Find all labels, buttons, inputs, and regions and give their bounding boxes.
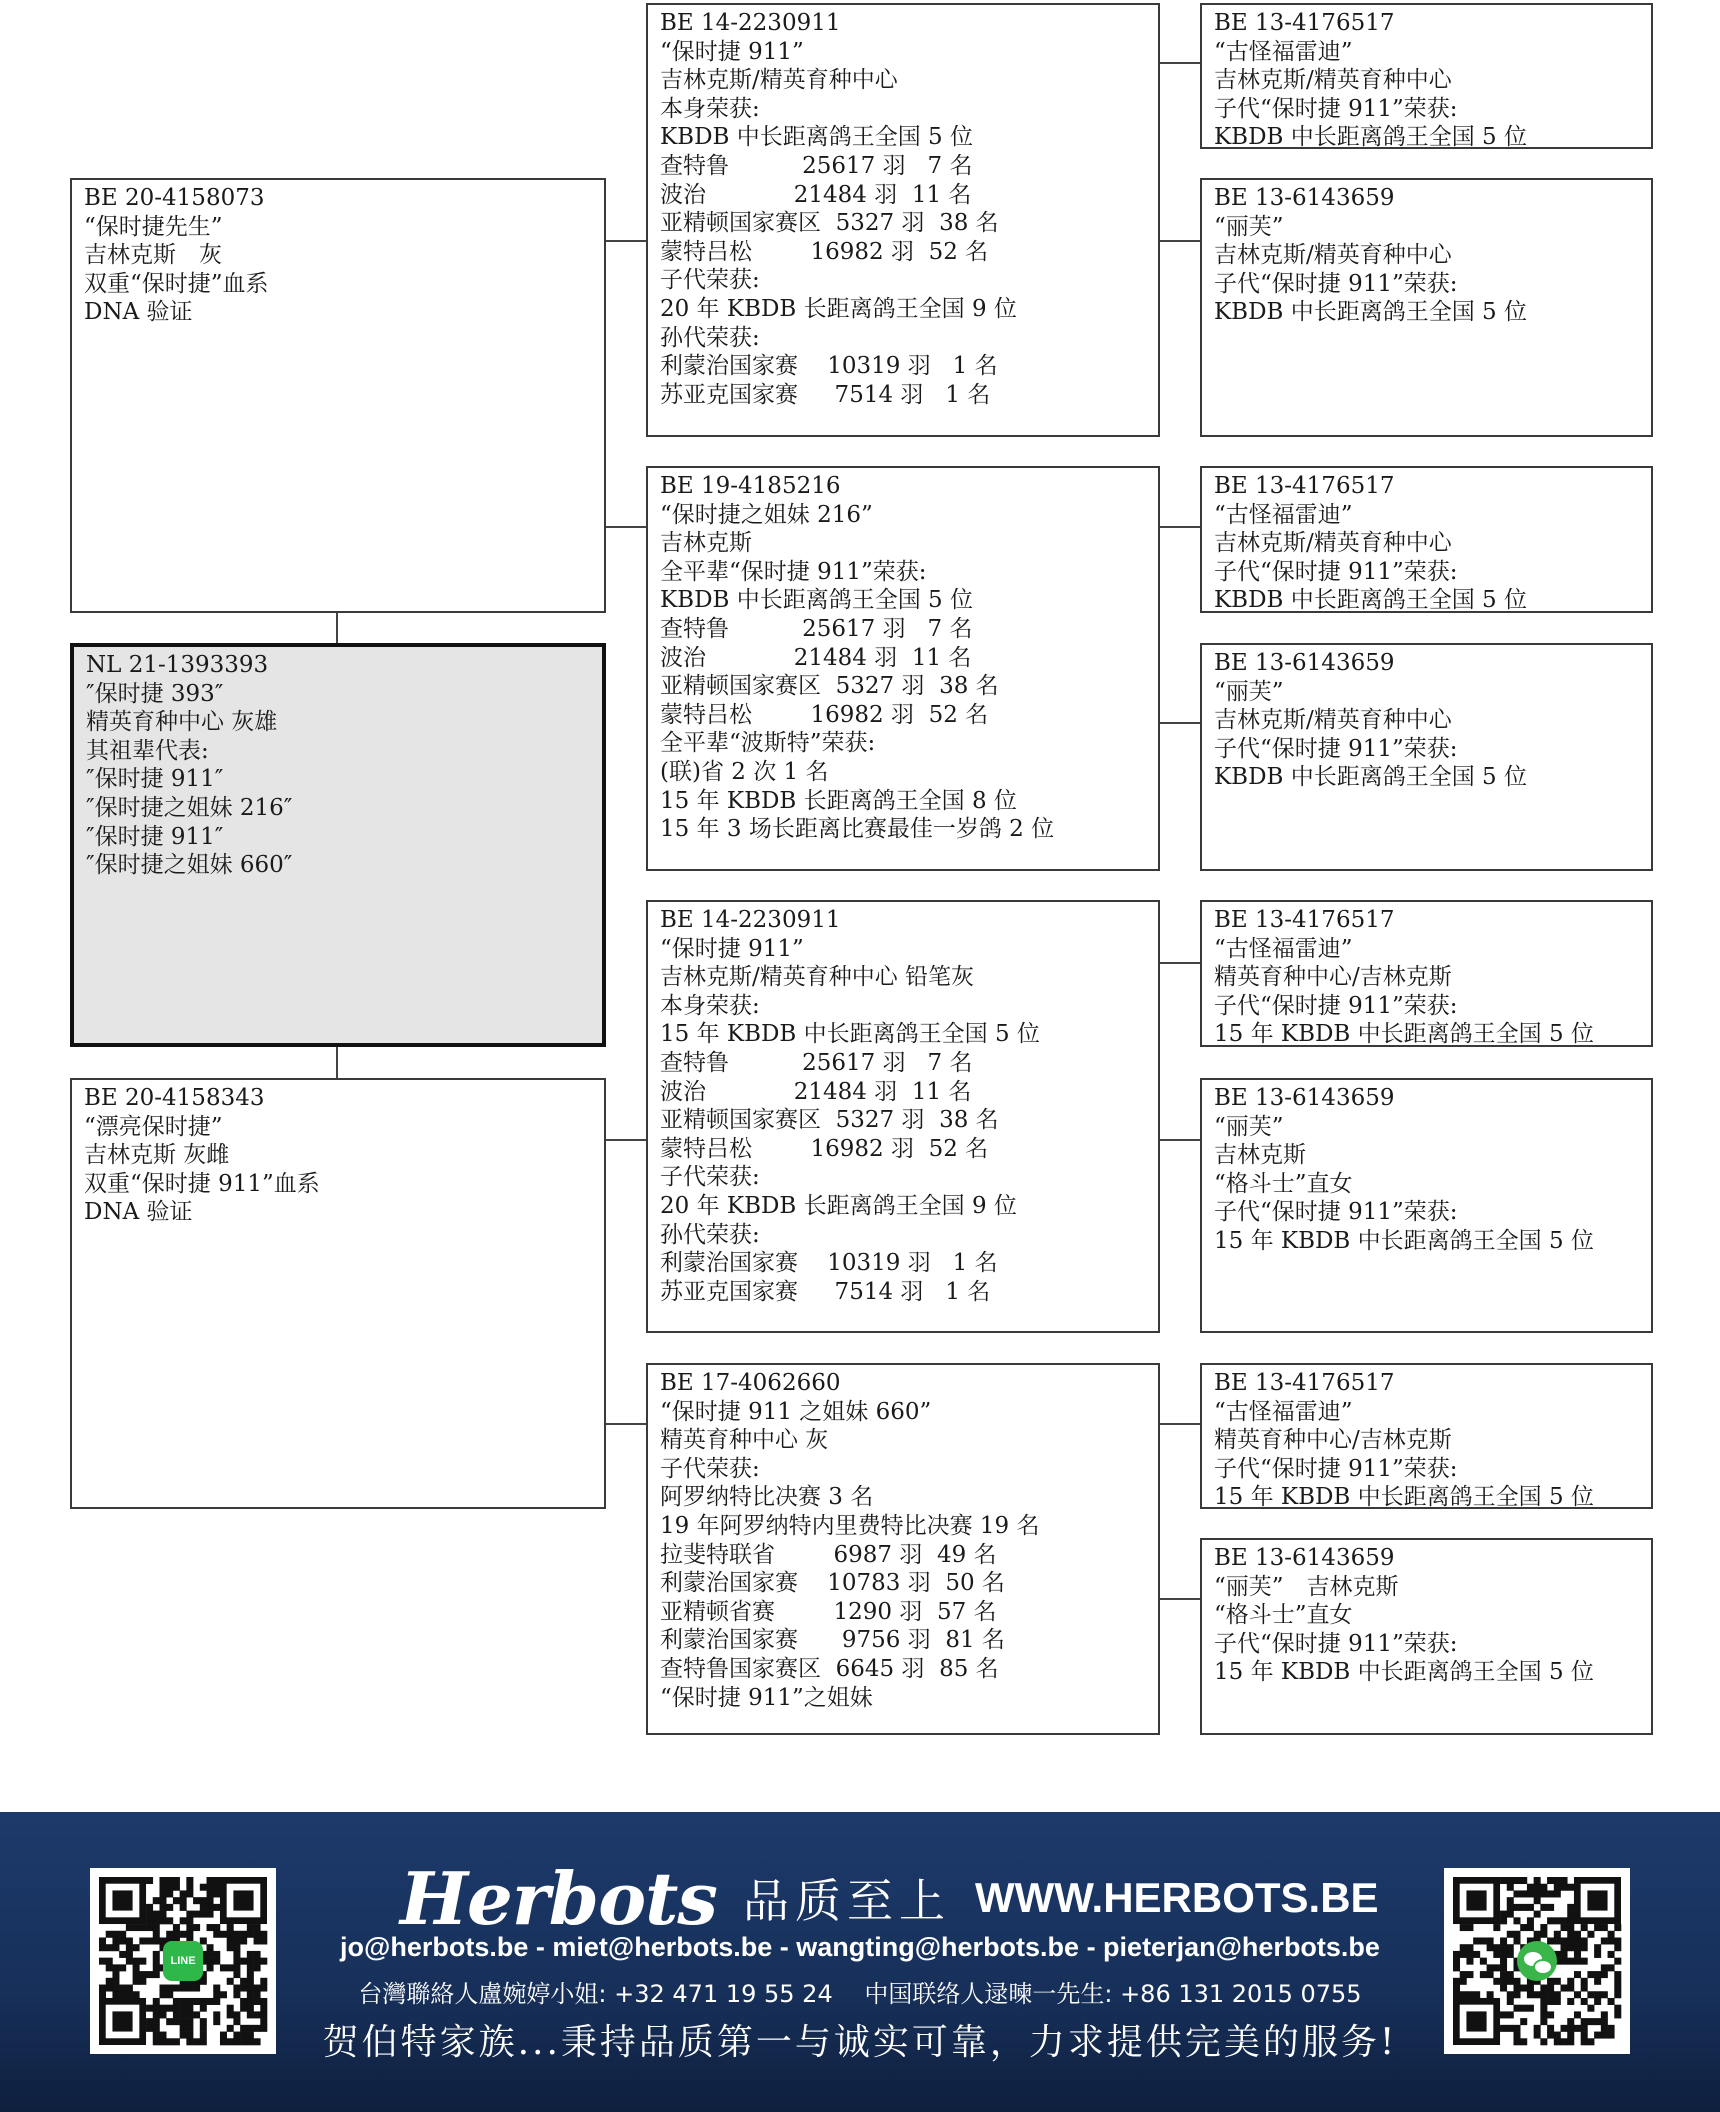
pedigree-line: ″保时捷 911″ [86, 823, 224, 850]
ring-number: BE 20-4158343 [84, 1085, 265, 1111]
pedigree-line: 利蒙治国家赛 10319 羽 1 名 [660, 353, 998, 380]
sire-box [70, 178, 606, 613]
pedigree-line: 查特鲁 25617 羽 7 名 [660, 615, 973, 642]
ring-number: BE 13-6143659 [1214, 185, 1395, 211]
pedigree-line: 蒙特吕松 16982 羽 52 名 [660, 238, 989, 265]
pedigree-line: 查特鲁 25617 羽 7 名 [660, 152, 973, 179]
pedigree-line: 波治 21484 羽 11 名 [660, 181, 972, 208]
pedigree-line: KBDB 中长距离鸽王全国 5 位 [1214, 764, 1527, 791]
connector [605, 526, 647, 528]
pedigree-line: KBDB 中长距离鸽王全国 5 位 [660, 587, 973, 614]
pedigree-line: 孙代荣获: [660, 1221, 760, 1248]
pedigree-line: 子代“保时捷 911”荣获: [1214, 270, 1458, 297]
pedigree-line: 15 年 KBDB 中长距离鸽王全国 5 位 [1214, 1484, 1594, 1511]
pedigree-line: “丽芙” [1214, 678, 1284, 705]
pedigree-line: 蒙特吕松 16982 羽 52 名 [660, 1135, 989, 1162]
pedigree-line: 精英育种中心/吉林克斯 [1214, 1427, 1452, 1454]
ring-number: BE 14-2230911 [660, 10, 841, 36]
dam-sire-box [646, 900, 1160, 1333]
pedigree-line: 子代荣获: [660, 267, 760, 294]
ring-number: BE 13-6143659 [1214, 1085, 1395, 1111]
pedigree-line: “格斗士”直女 [1214, 1170, 1353, 1197]
pedigree-line: KBDB 中长距离鸽王全国 5 位 [1214, 124, 1527, 151]
pedigree-line: 吉林克斯/精英育种中心 铅笔灰 [660, 964, 975, 991]
pedigree-line: 本身荣获: [660, 95, 760, 122]
connector [1159, 1423, 1201, 1425]
pedigree-line: 19 年阿罗纳特内里费特比决赛 19 名 [660, 1512, 1040, 1539]
great-grandparent-box-2 [1200, 178, 1653, 437]
pedigree-line: 亚精顿国家赛区 5327 羽 38 名 [660, 210, 999, 237]
connector [336, 613, 338, 643]
pedigree-line: 15 年 3 场长距离比赛最佳一岁鸽 2 位 [660, 816, 1055, 843]
pedigree-line: 波治 21484 羽 11 名 [660, 1078, 972, 1105]
line-icon: LINE [163, 1941, 203, 1981]
connector [1159, 62, 1201, 64]
connector [1159, 526, 1201, 528]
pedigree-line: “古怪福雷迪” [1214, 1398, 1353, 1425]
pedigree-line: 波治 21484 羽 11 名 [660, 644, 972, 671]
pedigree-line: 苏亚克国家赛 7514 羽 1 名 [660, 1278, 991, 1305]
pedigree-line: “保时捷先生” [84, 213, 223, 240]
pedigree-line: “丽芙” [1214, 213, 1284, 240]
connector [1159, 1598, 1201, 1600]
pedigree-line: 全平辈“保时捷 911”荣获: [660, 558, 927, 585]
pedigree-line: DNA 验证 [84, 299, 193, 326]
pedigree-line: 全平辈“波斯特”荣获: [660, 730, 876, 757]
connector [1159, 1139, 1201, 1141]
pedigree-line: 吉林克斯/精英育种中心 [1214, 707, 1452, 734]
dam-box [70, 1078, 606, 1509]
pedigree-line: 利蒙治国家赛 10319 羽 1 名 [660, 1250, 998, 1277]
pedigree-line: 15 年 KBDB 中长距离鸽王全国 5 位 [660, 1021, 1040, 1048]
email-addresses[interactable]: jo@herbots.be - miet@herbots.be - wangting@herbots.be - pieterjan@herbots.be [340, 1932, 1380, 1962]
pedigree-line: 双重“保时捷”血系 [84, 270, 269, 297]
pedigree-line: DNA 验证 [84, 1199, 193, 1226]
pedigree-line: “漂亮保时捷” [84, 1113, 223, 1140]
ring-number: BE 20-4158073 [84, 185, 265, 211]
pedigree-line: “丽芙” [1214, 1113, 1284, 1140]
pedigree-line: ″保时捷 911″ [86, 766, 224, 793]
pedigree-line: 亚精顿国家赛区 5327 羽 38 名 [660, 1107, 999, 1134]
pedigree-line: “保时捷 911 之姐妹 660” [660, 1398, 932, 1425]
pedigree-line: 其祖辈代表: [86, 737, 209, 764]
pedigree-line: 利蒙治国家赛 10783 羽 50 名 [660, 1570, 1005, 1597]
pedigree-line: 本身荣获: [660, 992, 760, 1019]
pedigree-line: 亚精顿国家赛区 5327 羽 38 名 [660, 673, 999, 700]
pedigree-line: 吉林克斯/精英育种中心 [1214, 242, 1452, 269]
ring-number: BE 14-2230911 [660, 907, 841, 933]
pedigree-line: 双重“保时捷 911”血系 [84, 1170, 320, 1197]
pedigree-line: 精英育种中心/吉林克斯 [1214, 964, 1452, 991]
pedigree-line: 查特鲁 25617 羽 7 名 [660, 1049, 973, 1076]
pedigree-line: 吉林克斯/精英育种中心 [660, 67, 898, 94]
website-link[interactable]: WWW.HERBOTS.BE [974, 1874, 1379, 1921]
pedigree-line: 15 年 KBDB 长距离鸽王全国 8 位 [660, 787, 1017, 814]
pedigree-line: 15 年 KBDB 中长距离鸽王全国 5 位 [1214, 1227, 1594, 1254]
pedigree-line: “保时捷 911” [660, 935, 804, 962]
connector [1159, 240, 1201, 242]
ring-number: NL 21-1393393 [86, 652, 269, 678]
pedigree-line: 蒙特吕松 16982 羽 52 名 [660, 701, 989, 728]
pedigree-line: 精英育种中心 灰 [660, 1427, 829, 1454]
pedigree-line: KBDB 中长距离鸽王全国 5 位 [1214, 299, 1527, 326]
pedigree-line: ″保时捷之姐妹 660″ [86, 852, 293, 879]
herbots-logo: Herbots [400, 1855, 717, 1941]
pedigree-line: “保时捷 911”之姐妹 [660, 1684, 873, 1711]
connector [605, 1423, 647, 1425]
pedigree-line: (联)省 2 次 1 名 [660, 758, 829, 785]
pedigree-line: ″保时捷 393″ [86, 680, 224, 707]
pedigree-line: 子代“保时捷 911”荣获: [1214, 992, 1458, 1019]
pedigree-line: “古怪福雷迪” [1214, 935, 1353, 962]
pedigree-line: “保时捷之姐妹 216” [660, 501, 873, 528]
ring-number: BE 13-6143659 [1214, 1545, 1395, 1571]
ring-number: BE 13-4176517 [1214, 907, 1395, 933]
pedigree-line: 精英育种中心 灰雄 [86, 709, 278, 736]
pedigree-line: 吉林克斯 灰雌 [84, 1142, 230, 1169]
slogan: 品质至上 [742, 1874, 951, 1928]
pedigree-line: 15 年 KBDB 中长距离鸽王全国 5 位 [1214, 1659, 1594, 1686]
pedigree-line: 20 年 KBDB 长距离鸽王全国 9 位 [660, 295, 1017, 322]
great-grandparent-box-8 [1200, 1538, 1653, 1735]
pedigree-line: “古怪福雷迪” [1214, 38, 1353, 65]
contact-persons: 台灣聯絡人盧婉婷小姐: +32 471 19 55 24 中国联络人逯暕一先生: +86 131 2015 0755 [358, 1980, 1362, 2008]
pedigree-line: 拉斐特联省 6987 羽 49 名 [660, 1541, 997, 1568]
pedigree-line: ″保时捷之姐妹 216″ [86, 794, 293, 821]
pedigree-line: 子代荣获: [660, 1164, 760, 1191]
pedigree-line: 子代荣获: [660, 1455, 760, 1482]
pedigree-line: 子代“保时捷 911”荣获: [1214, 1199, 1458, 1226]
ring-number: BE 13-4176517 [1214, 473, 1395, 499]
pedigree-line: “保时捷 911” [660, 38, 804, 65]
pedigree-line: “格斗士”直女 [1214, 1602, 1353, 1629]
pedigree-line: 吉林克斯 [1214, 1142, 1306, 1169]
sire-sire-box [646, 3, 1160, 437]
pedigree-line: 20 年 KBDB 长距离鸽王全国 9 位 [660, 1192, 1017, 1219]
pedigree-line: 15 年 KBDB 中长距离鸽王全国 5 位 [1214, 1021, 1594, 1048]
connector [605, 240, 647, 242]
ring-number: BE 17-4062660 [660, 1370, 841, 1396]
pedigree-line: 阿罗纳特比决赛 3 名 [660, 1484, 874, 1511]
pedigree-line: 吉林克斯 灰 [84, 242, 222, 269]
great-grandparent-box-1 [1200, 3, 1653, 149]
great-grandparent-box-7 [1200, 1363, 1653, 1509]
brand-row [400, 1855, 1379, 1941]
ring-number: BE 13-4176517 [1214, 1370, 1395, 1396]
company-motto: 贺伯特家族...秉持品质第一与诚实可靠，力求提供完美的服务! [322, 2022, 1398, 2063]
pedigree-line: “古怪福雷迪” [1214, 501, 1353, 528]
pedigree-line: “丽芙” 吉林克斯 [1214, 1573, 1399, 1600]
pedigree-line: 吉林克斯 [660, 530, 752, 557]
pedigree-line: 吉林克斯/精英育种中心 [1214, 530, 1452, 557]
connector [336, 1047, 338, 1078]
pedigree-line: 利蒙治国家赛 9756 羽 81 名 [660, 1627, 1005, 1654]
pedigree-line: 子代“保时捷 911”荣获: [1214, 735, 1458, 762]
pedigree-line: 吉林克斯/精英育种中心 [1214, 67, 1452, 94]
pedigree-line: KBDB 中长距离鸽王全国 5 位 [660, 124, 973, 151]
footer-banner [0, 1812, 1720, 2112]
pedigree-line: 子代“保时捷 911”荣获: [1214, 558, 1458, 585]
pedigree-line: 苏亚克国家赛 7514 羽 1 名 [660, 381, 991, 408]
pedigree-line: 孙代荣获: [660, 324, 760, 351]
great-grandparent-box-5 [1200, 900, 1653, 1047]
ring-number: BE 13-4176517 [1214, 10, 1395, 36]
great-grandparent-box-6 [1200, 1078, 1653, 1333]
pedigree-line: 亚精顿省赛 1290 羽 57 名 [660, 1598, 997, 1625]
connector [605, 1139, 647, 1141]
pedigree-line: 子代“保时捷 911”荣获: [1214, 95, 1458, 122]
connector [1159, 962, 1201, 964]
ring-number: BE 19-4185216 [660, 473, 841, 499]
sire-dam-box [646, 466, 1160, 871]
pedigree-line: KBDB 中长距离鸽王全国 5 位 [1214, 587, 1527, 614]
great-grandparent-box-3 [1200, 466, 1653, 613]
connector [1159, 722, 1201, 724]
pedigree-line: 子代“保时捷 911”荣获: [1214, 1455, 1458, 1482]
pedigree-line: 子代“保时捷 911”荣获: [1214, 1630, 1458, 1657]
dam-dam-box [646, 1363, 1160, 1735]
pedigree-line: 查特鲁国家赛区 6645 羽 85 名 [660, 1655, 999, 1682]
subject-pigeon-box [70, 643, 606, 1047]
ring-number: BE 13-6143659 [1214, 650, 1395, 676]
great-grandparent-box-4 [1200, 643, 1653, 871]
